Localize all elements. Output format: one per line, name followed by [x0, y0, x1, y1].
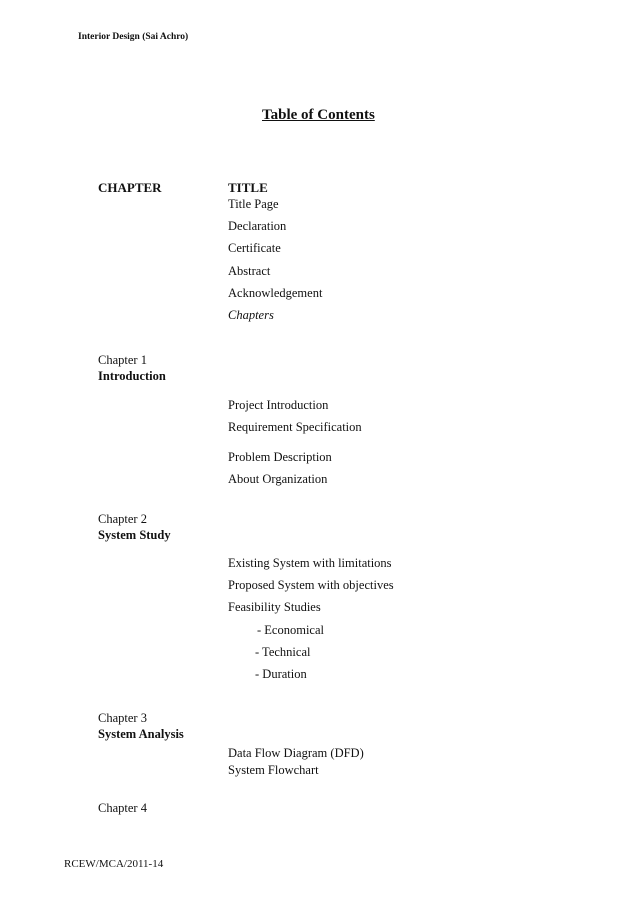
toc-subentry: - Economical [257, 623, 324, 637]
chapter-1-number: Chapter 1 [98, 353, 147, 367]
chapter-2-number: Chapter 2 [98, 512, 147, 526]
toc-subentry: - Technical [255, 645, 311, 659]
chapter-2-name: System Study [98, 528, 171, 542]
chapter-1-name: Introduction [98, 369, 166, 383]
toc-entry-chapters: Chapters [228, 308, 274, 322]
chapter-column-heading: CHAPTER [98, 180, 162, 195]
toc-entry: Problem Description [228, 450, 332, 464]
toc-entry-certificate: Certificate [228, 241, 281, 255]
chapter-3-number: Chapter 3 [98, 711, 147, 725]
toc-entry-title-page: Title Page [228, 197, 279, 211]
title-column-heading: TITLE [228, 180, 268, 195]
toc-entry: Data Flow Diagram (DFD) [228, 746, 364, 760]
toc-entry-abstract: Abstract [228, 264, 271, 278]
toc-entry: System Flowchart [228, 763, 319, 777]
chapter-4-number: Chapter 4 [98, 801, 147, 815]
running-header: Interior Design (Sai Achro) [78, 32, 189, 42]
toc-entry: Proposed System with objectives [228, 578, 394, 592]
chapter-3-name: System Analysis [98, 727, 184, 741]
toc-entry: About Organization [228, 472, 328, 486]
toc-entry-declaration: Declaration [228, 219, 287, 233]
toc-entry-acknowledgement: Acknowledgement [228, 286, 323, 300]
toc-entry: Project Introduction [228, 398, 329, 412]
page-title: Table of Contents [262, 107, 375, 123]
toc-subentry: - Duration [255, 667, 307, 681]
toc-entry: Feasibility Studies [228, 600, 321, 614]
toc-entry: Requirement Specification [228, 420, 362, 434]
page-footer: RCEW/MCA/2011-14 [64, 858, 164, 870]
toc-entry: Existing System with limitations [228, 556, 392, 570]
